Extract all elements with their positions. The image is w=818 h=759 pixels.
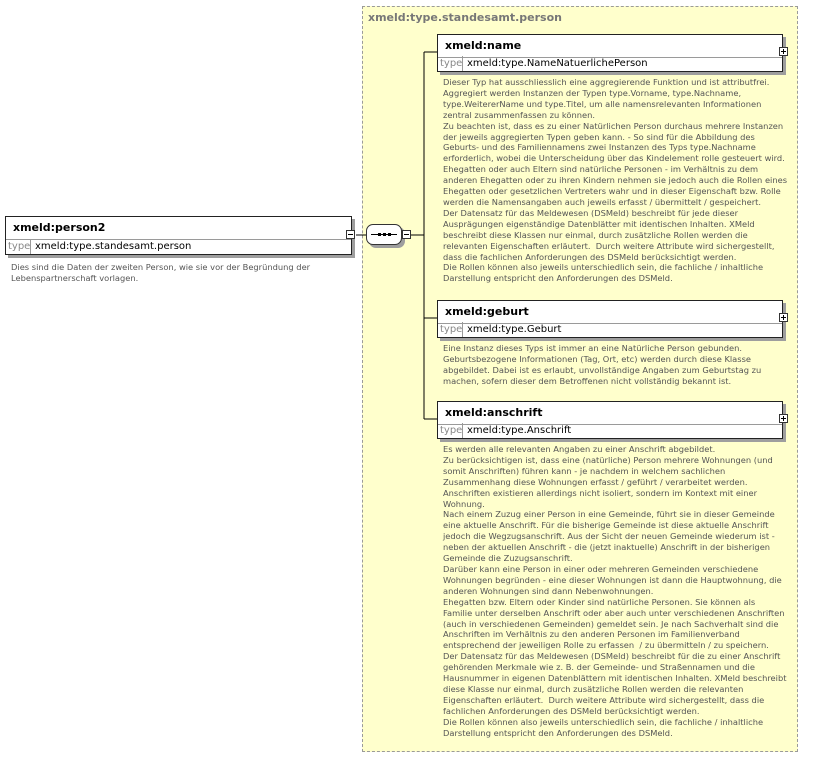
collapse-icon[interactable] [402,230,411,239]
child-documentation: Eine Instanz dieses Typs ist immer an eine Natürliche Person gebunden. Geburtsbezogene Informationen (Tag, Ort, etc) werden durch diese Klasse abgebildet. Dabei ist es erlaubt, unvollständige Angaben zum Geburtstag zu machen, sofern dieser dem Betroffenen nicht vollständig bekannt ist. [443,343,762,386]
collapse-icon[interactable] [346,230,355,239]
expand-icon[interactable] [779,414,788,423]
type-label: type [440,425,463,436]
child-type-value[interactable]: xmeld:type.Geburt [467,324,562,335]
child-type-row [438,423,782,438]
child-type-row [438,322,782,337]
root-element-name: xmeld:person2 [6,217,351,240]
child-element-name[interactable] [437,34,783,72]
expand-icon[interactable] [779,47,788,56]
child-element-anschrift[interactable] [437,401,783,439]
root-element-type-row [6,239,351,254]
expand-icon[interactable] [779,313,788,322]
sequence-compositor[interactable] [366,224,402,245]
child-type-value[interactable]: xmeld:type.Anschrift [467,425,572,436]
type-label: type [440,324,463,335]
child-documentation: Dieser Typ hat ausschliesslich eine aggregierende Funktion und ist attributfrei. Aggregiert werden Instanzen der Typen type.Vorname, type.Nachname, type.WeitererName und type.Titel, um alle namensrelevanten Informationen zentral zusammenfassen zu können. Zu beachten ist, dass es zu einer Natürlichen Person durchaus mehrere Instanzen der jeweils aggregierten Typen geben kann. - So sind für die Abbildung des Geburts- und des Familiennamens zwei Instanzen des Typs type.Nachname erforderlich, wobei die Unterscheidung über das Kindelement rolle gesteuert wird. Ehegatten oder auch Eltern sind natürliche Personen - im Verhältnis zu dem anderen Ehegatten oder zu ihren Kindern nehmen sie jedoch auch die Rollen eines Ehegatten oder gesetzlichen Vertreters wahr und in dieser Eigenschaft bzw. Rolle werden die Namensangaben auch jeweils erfasst / übermittelt / gespeichert. Der Datensatz für das Meldewesen (DSMeld) beschreibt für jede dieser Ausprägungen eigenständige Datenblätter mit identischen Inhalten. XMeld beschreibt diese Klassen nur einmal, durch zusätzliche Rollen werden die relevanten Eigenschaften erläutert. Durch weitere Attribute wird sichergestellt, dass die fachlichen Anforderungen des DSMeld berücksichtigt werden. Die Rollen können also jeweils unterschiedlich sein, die fachliche / inhaltliche Darstellung entspricht den Anforderungen des DSMeld. [443,77,788,284]
child-documentation: Es werden alle relevanten Angaben zu einer Anschrift abgebildet. Zu berücksichtigen ist, dass eine (natürliche) Person mehrere Wohnungen (und somit Anschriften) führen kann - je nachdem in welchem sachlichen Zusammenhang diese Wohnungen erfasst / geführt / verarbeitet werden. Anschriften existieren allerdings nicht isoliert, sondern im Kontext mit einer Wohnung. Nach einem Zuzug einer Person in eine Gemeinde, führt sie in dieser Gemeinde eine aktuelle Anschrift. Für die bisherige Gemeinde ist diese aktuelle Anschrift jedoch die Wegzugsanschrift. Aus der Sicht der neuen Gemeinde wiederum ist - neben der aktuellen Anschrift - die (jetzt inaktuelle) Anschrift in der bisherigen Gemeinde die Zuzugsanschrift. Darüber kann eine Person in einer oder mehreren Gemeinden verschiedene Wohnungen begründen - eine dieser Wohnungen ist dann die Hauptwohnung, die anderen Wohnungen sind dann Nebenwohnungen. Ehegatten bzw. Eltern oder Kinder sind natürliche Personen. Sie können als Familie unter derselben Anschrift oder aber auch unter verschiedenen Anschriften (auch in verschiedenen Gemeinden) gemeldet sein. Je nach Sachverhalt sind die Anschriften im Verhältnis zu den anderen Personen im Familienverband entsprechend der jeweiligen Rolle zu erfassen / zu übermitteln / zu speichern. Der Datensatz für das Meldewesen (DSMeld) beschreibt für die zu einer Anschrift gehörenden Merkmale wie z. B. der Gemeinde- und Straßennamen und die Hausnummer in eigenen Datenblättern mit identischen Inhalten. XMeld beschreibt diese Klasse nur einmal, durch zusätzliche Rollen werden die relevanten Eigenschaften erläutert. Durch weitere Attribute wird sichergestellt, dass die fachlichen Anforderungen des DSMeld berücksichtigt werden. Die Rollen können also jeweils unterschiedlich sein, die fachliche / inhaltliche Darstellung entspricht den Anforderungen des DSMeld. [443,444,787,738]
root-documentation: Dies sind die Daten der zweiten Person, wie sie vor der Begründung der Lebenspartnerschaft vorlagen. [11,262,311,283]
sequence-icon [367,225,401,244]
type-label: type [8,241,31,252]
child-element-name-label: xmeld:geburt [438,301,782,324]
root-type-value[interactable]: xmeld:type.standesamt.person [35,241,192,252]
child-element-name-label: xmeld:anschrift [438,402,782,425]
type-label: type [440,58,463,69]
child-type-value[interactable]: xmeld:type.NameNatuerlichePerson [467,58,648,69]
type-panel-title: xmeld:type.standesamt.person [368,11,562,24]
child-element-geburt[interactable] [437,300,783,338]
child-element-name-label: xmeld:name [438,35,782,58]
root-element-person2[interactable] [5,216,352,255]
child-type-row [438,56,782,71]
